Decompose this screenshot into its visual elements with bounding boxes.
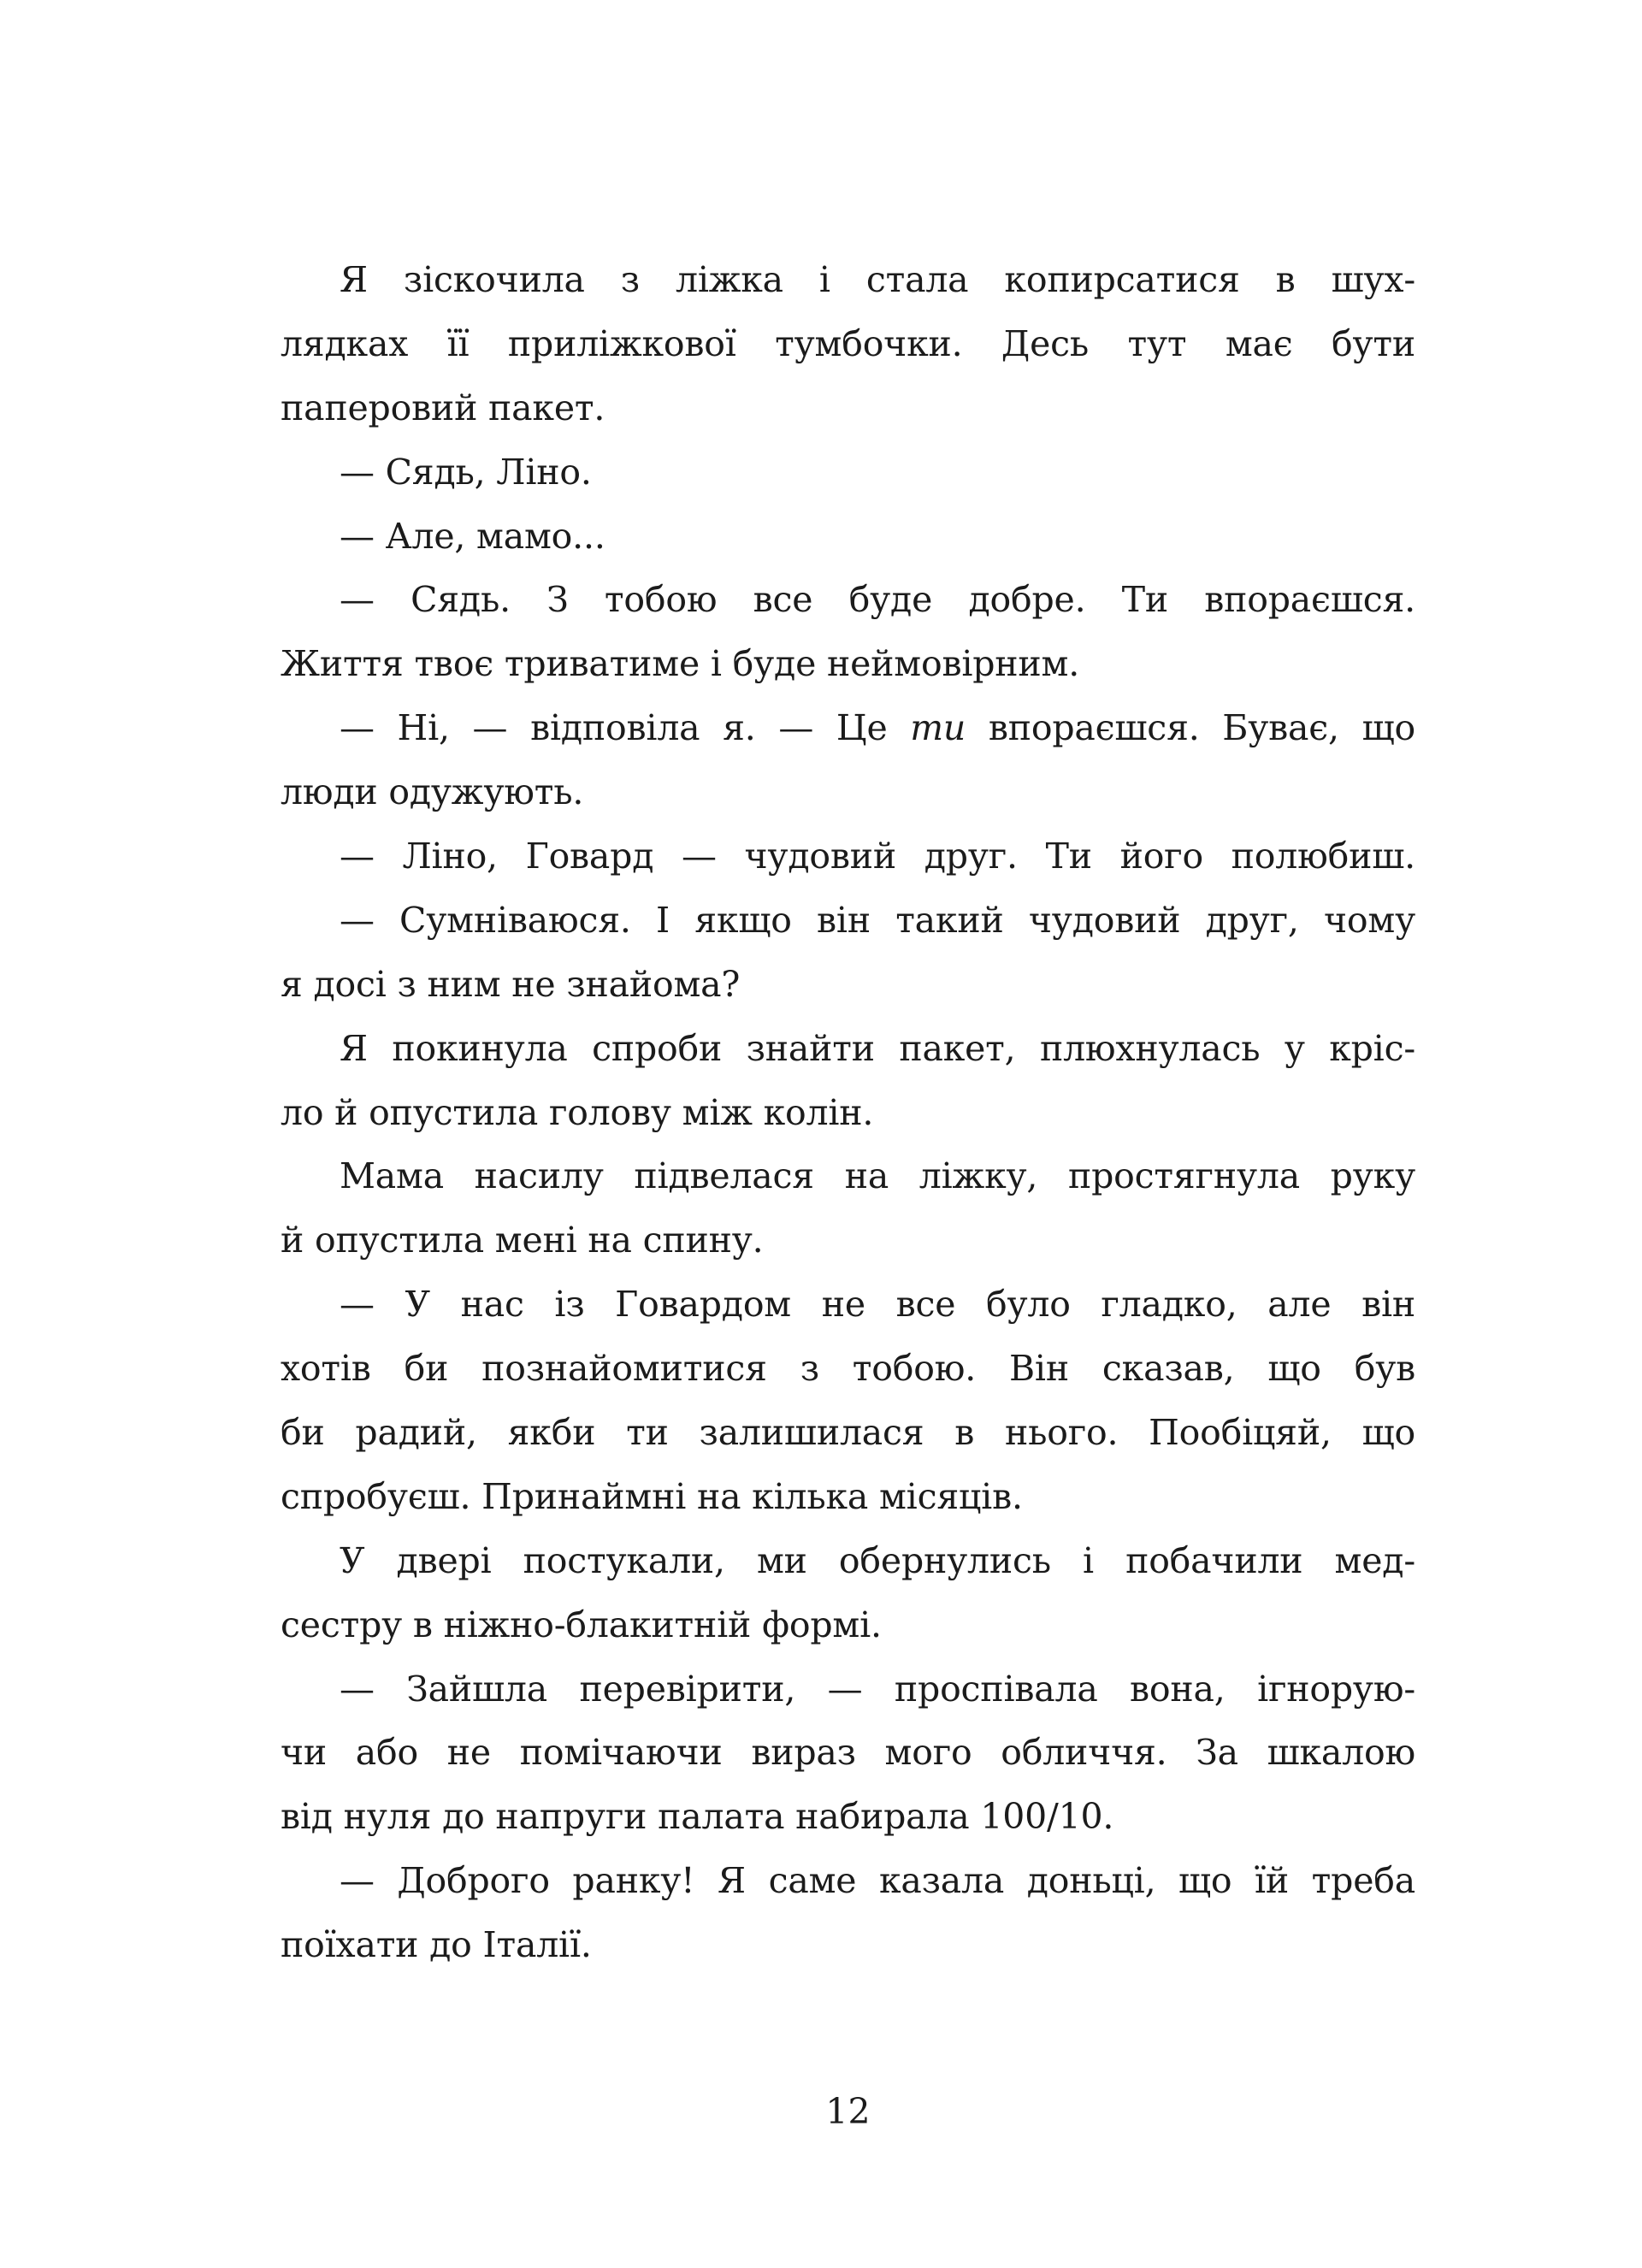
paragraph xyxy=(281,505,1415,569)
paragraph xyxy=(281,1849,1415,1977)
paragraph xyxy=(281,1273,1415,1529)
paragraph xyxy=(281,1017,1415,1145)
text-line: спробуєш. Принаймні на кілька місяців. xyxy=(281,1475,1023,1517)
text-line: лядках її приліжкової тумбочки. Десь тут має бути xyxy=(281,322,1415,364)
text-line: хотів би познайомитися з тобою. Він сказав, що був xyxy=(281,1348,1415,1390)
italic-emphasis: ти xyxy=(910,707,966,749)
text-line: — Але, мамо... xyxy=(340,515,605,557)
text-line: У двері постукали, ми обернулись і побачили мед- xyxy=(340,1539,1415,1581)
body-text xyxy=(281,248,1415,1977)
text-line: паперовий пакет. xyxy=(281,387,605,428)
paragraph xyxy=(281,1657,1415,1850)
paragraph xyxy=(281,248,1415,440)
page-number: 12 xyxy=(825,2091,871,2132)
paragraph xyxy=(281,1144,1415,1273)
text-line: сестру в ніжно-блакитній формі. xyxy=(281,1604,882,1645)
paragraph xyxy=(281,568,1415,696)
text-line: — Зайшла перевірити, — проспівала вона, ігнорую- xyxy=(340,1668,1415,1710)
text-line: й опустила мені на спину. xyxy=(281,1220,764,1261)
text-line: Я покинула спроби знайти пакет, плюхнулась у кріс- xyxy=(340,1027,1415,1069)
text-line: чи або не помічаючи вираз мого обличчя. За шкалою xyxy=(281,1732,1415,1774)
text-line: — Доброго ранку! Я саме казала доньці, що їй треба xyxy=(340,1860,1415,1902)
text-segment: впораєшся. Буває, що xyxy=(966,707,1415,749)
text-line: поїхати до Італії. xyxy=(281,1924,592,1966)
text-line: — У нас із Говардом не все було гладко, але він xyxy=(340,1284,1415,1326)
text-line: ло й опустила голову між колін. xyxy=(281,1091,874,1133)
text-line: — Сядь. З тобою все буде добре. Ти впораєшся. xyxy=(340,579,1415,621)
text-line: — Сядь, Ліно. xyxy=(340,451,592,493)
text-line xyxy=(281,696,1415,760)
text-line: люди одужують. xyxy=(281,771,584,813)
text-line: Життя твоє триватиме і буде неймовірним. xyxy=(281,643,1080,685)
text-line: би радий, якби ти залишилася в нього. Пообіцяй, що xyxy=(281,1412,1415,1454)
paragraph xyxy=(281,696,1415,824)
paragraph xyxy=(281,824,1415,889)
paragraph xyxy=(281,889,1415,1017)
paragraph xyxy=(281,440,1415,505)
text-line: я досі з ним не знайома? xyxy=(281,963,741,1005)
text-line: Я зіскочила з ліжка і стала копирсатися в шух- xyxy=(340,259,1415,300)
paragraph xyxy=(281,1529,1415,1657)
text-line: — Ліно, Говард — чудовий друг. Ти його полюбиш. xyxy=(340,836,1415,877)
text-line: Мама насилу підвелася на ліжку, простягнула руку xyxy=(340,1155,1415,1197)
text-line: від нуля до напруги палата набирала 100/10. xyxy=(281,1796,1114,1838)
text-segment: — Ні, — відповіла я. — Це xyxy=(340,707,911,749)
text-line: — Сумніваюся. І якщо він такий чудовий друг, чому xyxy=(340,899,1415,941)
